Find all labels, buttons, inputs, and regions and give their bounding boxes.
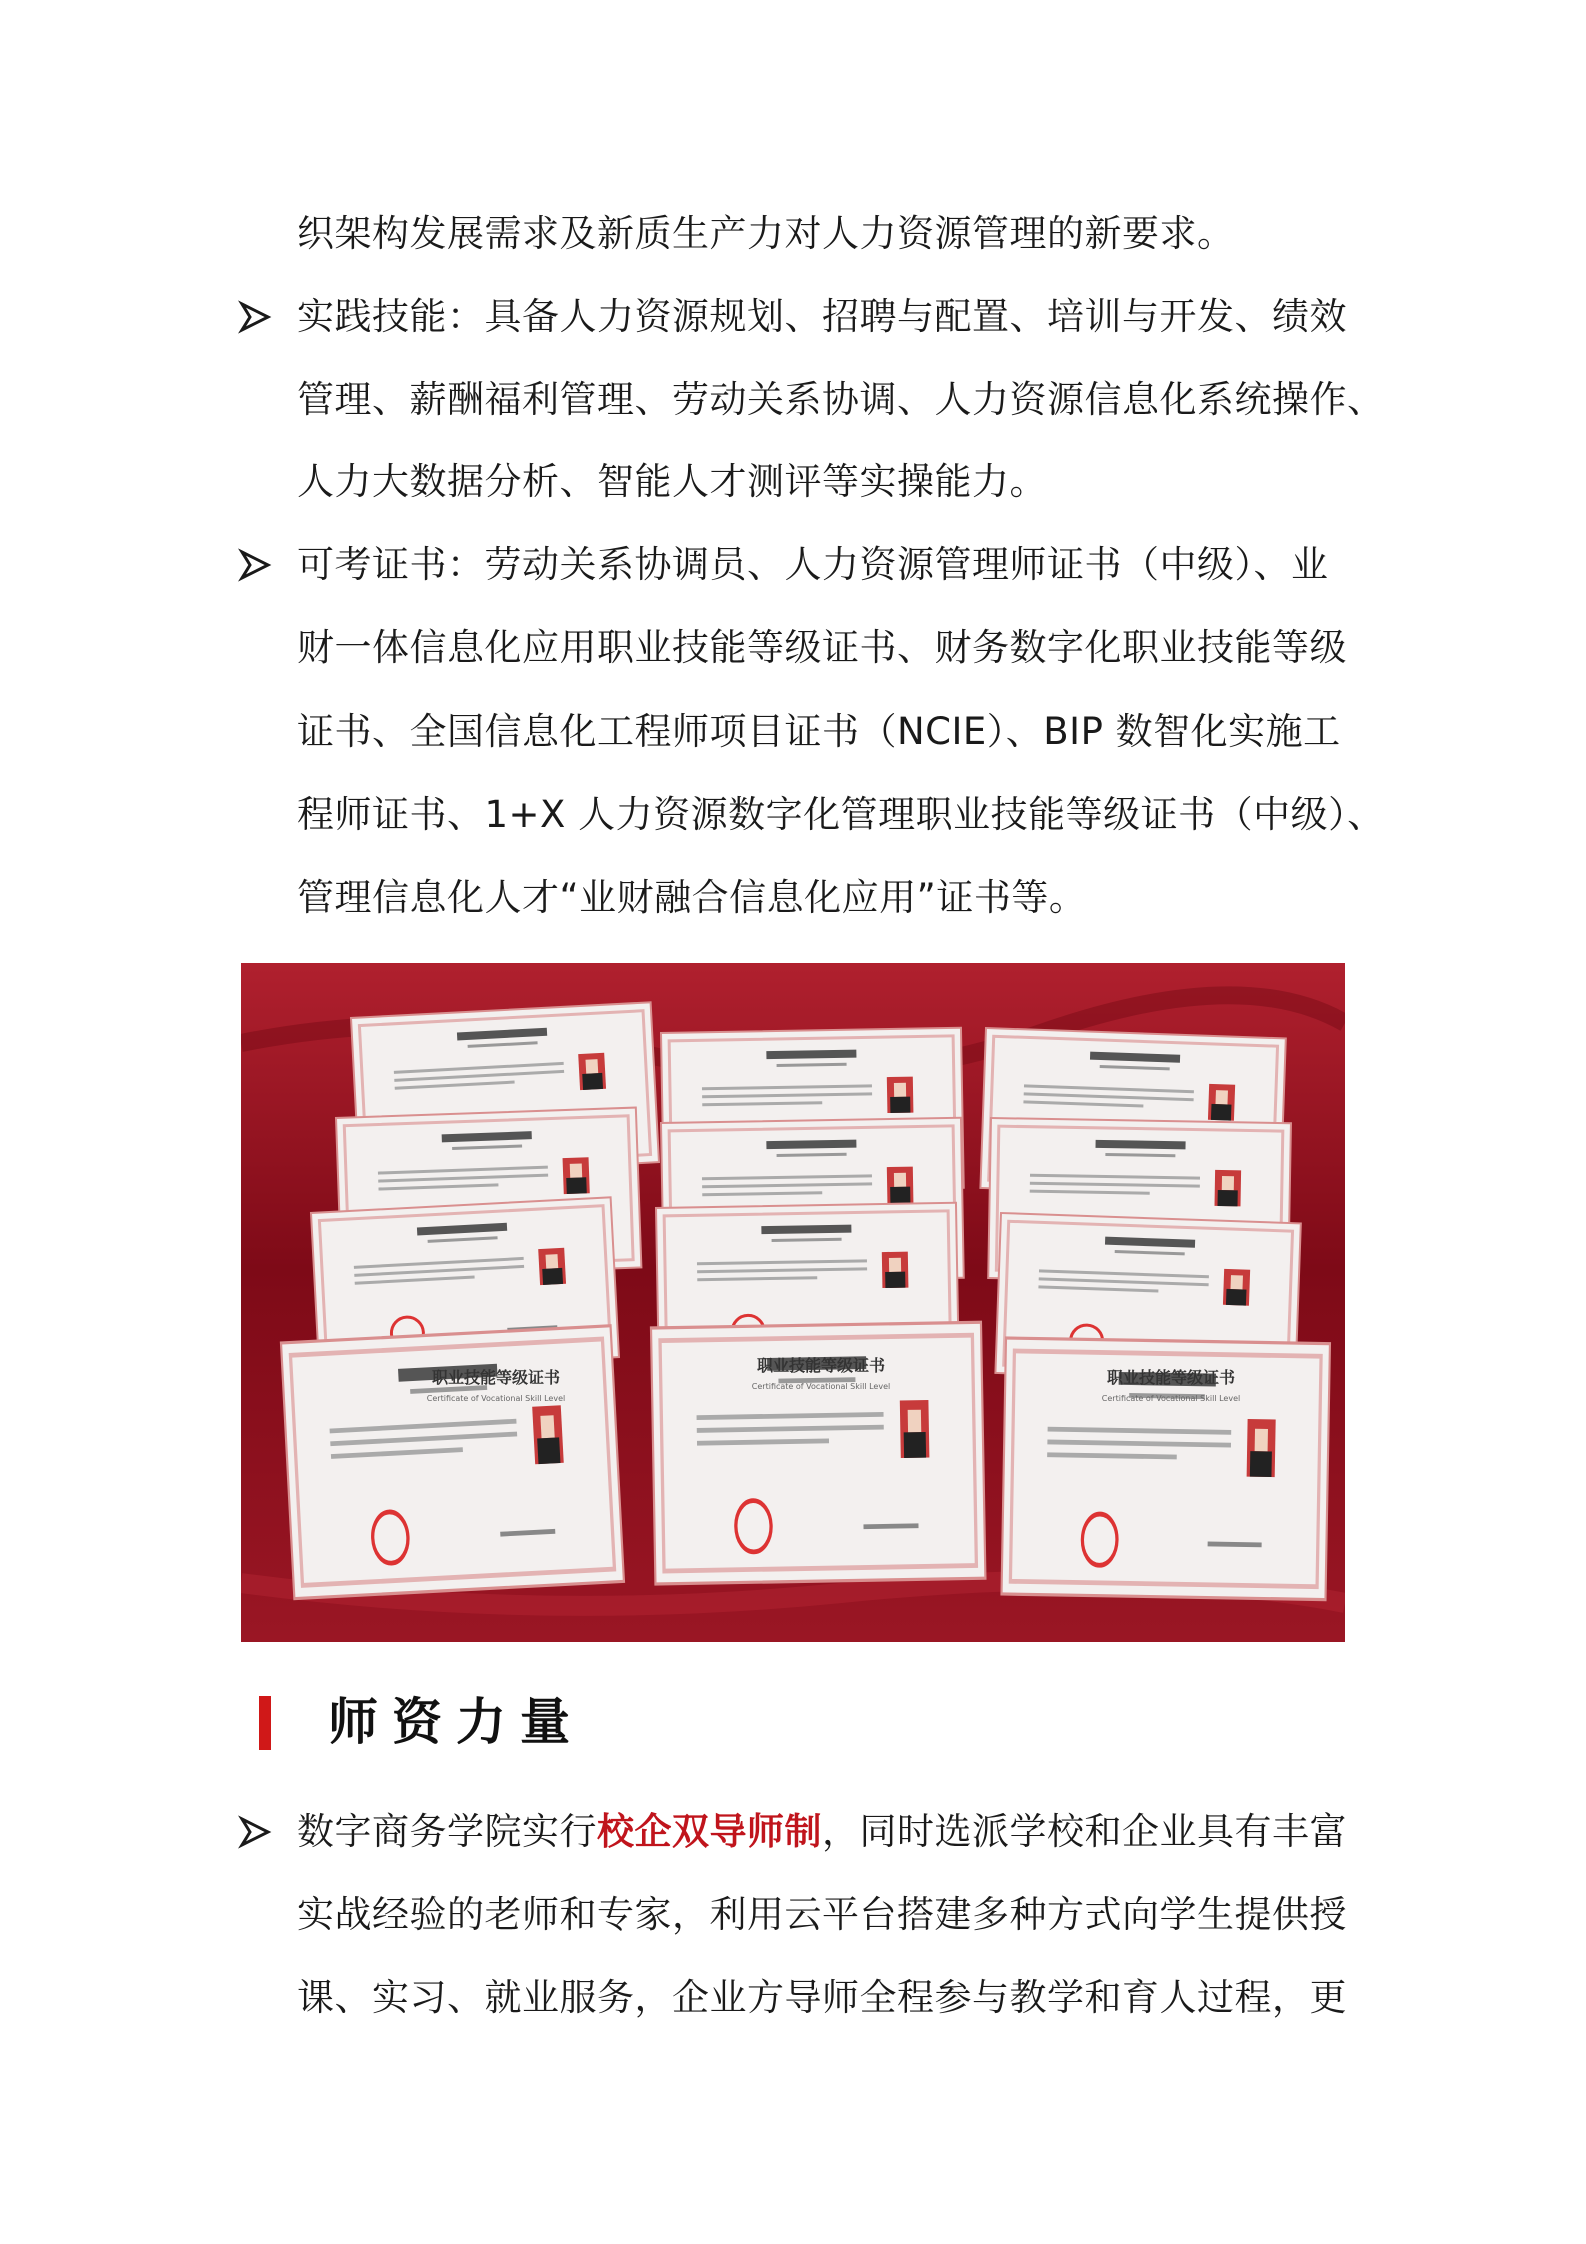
certificates-line: 可考证书：劳动关系协调员、人力资源管理师证书（中级）、业 <box>297 543 1329 586</box>
certificate-title: 职业技能等级证书 <box>431 1368 561 1387</box>
certificate-title: 职业技能等级证书 <box>756 1356 886 1375</box>
faculty-line <box>297 1808 1357 1856</box>
faculty-line: 课、实习、就业服务，企业方导师全程参与教学和育人过程，更 <box>297 1976 1347 2019</box>
arrow-bullet-icon <box>238 548 272 582</box>
certificates-line: 财一体信息化应用职业技能等级证书、财务数字化职业技能等级 <box>297 626 1347 669</box>
faculty-text: 数字商务学院实行 <box>297 1810 597 1853</box>
practical-skills-line: 实践技能：具备人力资源规划、招聘与配置、培训与开发、绩效 <box>297 295 1347 338</box>
certificates-line: 证书、全国信息化工程师项目证书（NCIE）、BIP 数智化实施工 <box>297 710 1341 753</box>
certificates-line: 管理信息化人才“业财融合信息化应用”证书等。 <box>297 876 1087 919</box>
section-accent-bar <box>259 1696 271 1750</box>
faculty-text: ，同时选派学校和企业具有丰富 <box>822 1810 1347 1853</box>
certificates-photo <box>241 963 1345 1642</box>
body-text-line: 织架构发展需求及新质生产力对人力资源管理的新要求。 <box>297 212 1235 255</box>
certificate-subtitle: Certificate of Vocational Skill Level <box>426 1394 566 1403</box>
certificates-line: 程师证书、1+X 人力资源数字化管理职业技能等级证书（中级）、 <box>297 793 1385 836</box>
certificate-subtitle: Certificate of Vocational Skill Level <box>751 1382 891 1391</box>
certificate-subtitle: Certificate of Vocational Skill Level <box>1101 1394 1241 1403</box>
arrow-bullet-icon <box>238 300 272 334</box>
practical-skills-line: 管理、薪酬福利管理、劳动关系协调、人力资源信息化系统操作、 <box>297 378 1385 421</box>
faculty-line: 实战经验的老师和专家，利用云平台搭建多种方式向学生提供授 <box>297 1893 1347 1936</box>
arrow-bullet-icon <box>238 1815 272 1849</box>
section-title: 师资力量 <box>328 1693 584 1751</box>
certificate-title: 职业技能等级证书 <box>1106 1368 1236 1387</box>
dual-mentor-highlight: 校企双导师制 <box>597 1810 822 1853</box>
practical-skills-line: 人力大数据分析、智能人才测评等实操能力。 <box>297 460 1047 503</box>
